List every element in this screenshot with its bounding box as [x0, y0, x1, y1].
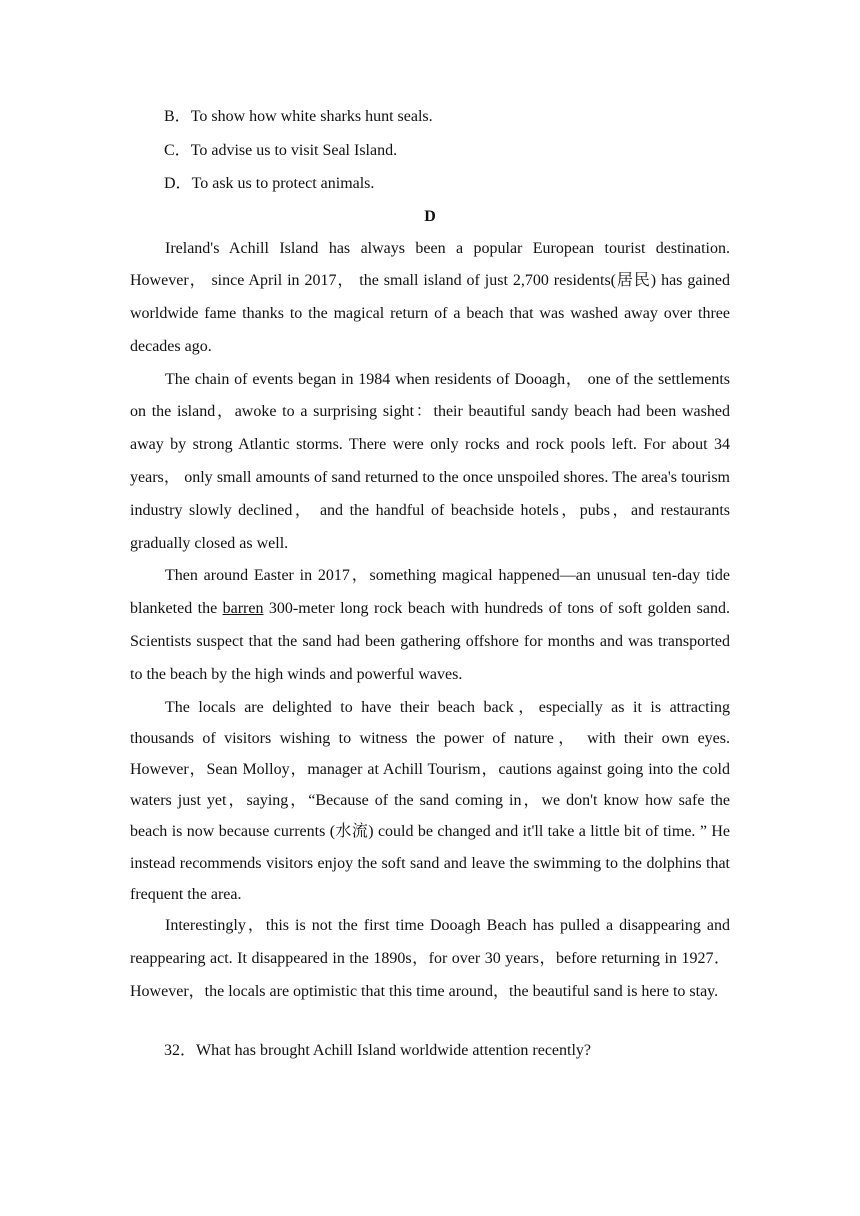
option-letter: C．	[164, 141, 191, 159]
option-text: To show how white sharks hunt seals.	[190, 108, 433, 125]
option-letter: D．	[164, 175, 192, 192]
document-page	[130, 100, 730, 1067]
answer-options	[130, 100, 730, 201]
paragraph-4: The locals are delighted to have their beach back，especially as it is attracting thousands of visitors wishing to witness the power of nature， with their own eyes. However，Sean Molloy，manager at Achill Tourism，cautions against going into the cold waters just yet，saying，“Because of the sand coming in，we don't know how safe the beach is now because currents (水流) could be changed and it'll take a little bit of time. ” He instead recommends visitors enjoy the soft sand and leave the swimming to the dolphins that frequent the area.	[130, 698, 730, 903]
option-text: To ask us to protect animals.	[191, 175, 375, 192]
paragraph-3-text-b: 300-meter long rock beach with hundreds of tons of soft golden sand. Scientists suspect that the sand had been gathering offshore for months and was transported to the beach by the high winds and powerful waves.	[130, 600, 730, 683]
section-heading: D	[424, 207, 436, 225]
option-c	[164, 134, 730, 168]
underlined-word: barren	[222, 600, 264, 618]
paragraph-3	[130, 560, 730, 691]
option-d	[164, 167, 730, 201]
paragraph-5: Interestingly，this is not the first time Dooagh Beach has pulled a disappearing and reappearing act. It disappeared in the 1890s，for over 30 years，before returning in 1927．However，the locals are optimistic that this time around，the beautiful sand is here to stay.	[130, 917, 730, 1000]
option-text: To advise us to visit Seal Island.	[190, 141, 398, 159]
question-32	[164, 1035, 730, 1067]
paragraph-1: Ireland's Achill Island has always been a popular European tourist destination. However， since April in 2017， the small island of just 2,700 residents(居民) has gained worldwide fame thanks to the magical return of a beach that was washed away over three decades ago.	[130, 239, 730, 355]
option-letter: B．	[164, 108, 191, 125]
question-number: 32．	[164, 1042, 197, 1060]
option-b	[164, 100, 730, 134]
paragraph-3-text-a: Then around Easter in 2017，something magical happened—an unusual ten-day tide blanketed the	[130, 567, 730, 618]
paragraph-2: The chain of events began in 1984 when residents of Dooagh， one of the settlements on the island，awoke to a surprising sight：their beautiful sandy beach had been washed away by strong Atlantic storms. There were only rocks and rock pools left. For about 34 years， only small amounts of sand returned to the once unspoiled shores. The area's tourism industry slowly declined， and the handful of beachside hotels，pubs，and restaurants gradually closed as well.	[130, 370, 730, 552]
question-text: What has brought Achill Island worldwide attention recently?	[196, 1042, 592, 1060]
